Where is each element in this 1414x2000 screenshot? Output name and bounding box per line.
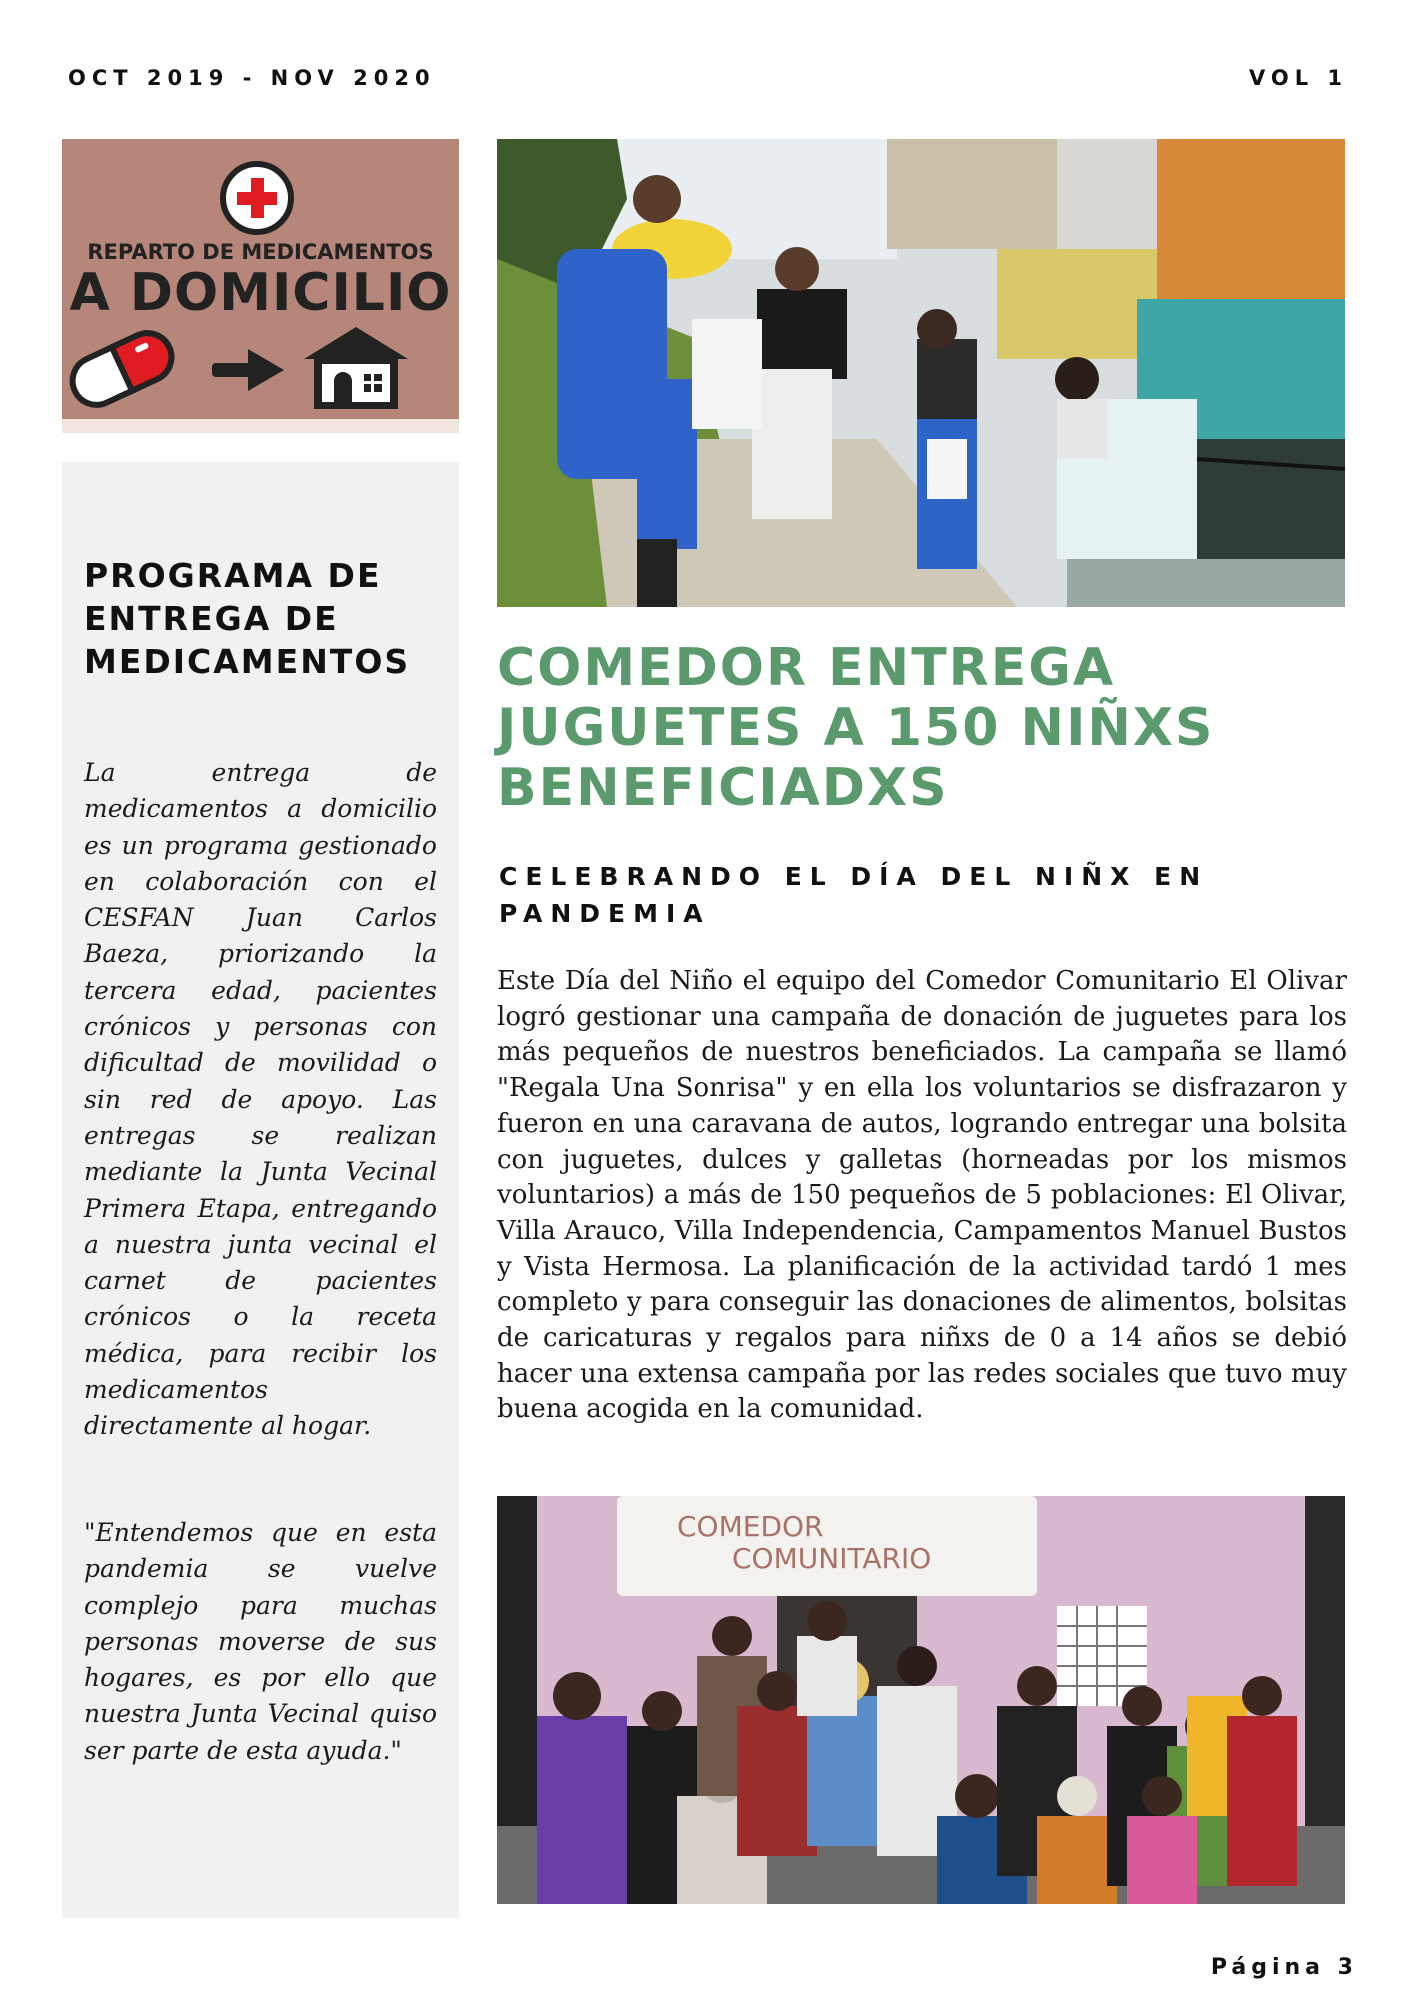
- sidebar-title: PROGRAMA DE ENTREGA DE MEDICAMENTOS: [84, 556, 411, 681]
- photo-toy-delivery: [497, 139, 1345, 607]
- date-range: OCT 2019 - NOV 2020: [68, 66, 436, 90]
- page-number: Página 3: [1210, 1955, 1358, 1980]
- arrow-right-icon: [212, 349, 284, 391]
- banner-line-1: REPARTO DE MEDICAMENTOS: [87, 240, 434, 264]
- article-subtitle: CELEBRANDO EL DÍA DEL NIÑX EN PANDEMIA: [499, 862, 1209, 928]
- banner-icons: [62, 319, 459, 419]
- medical-cross-icon: [220, 161, 294, 235]
- pill-icon: [65, 325, 180, 412]
- volume-label: VOL 1: [1248, 66, 1348, 90]
- sidebar-paragraph: La entrega de medicamentos a domicilio es un programa gestionado en colaboración con el CESFAN Juan Carlos Baeza, priorizando la tercera edad, pacientes crónicos y personas con dificultad de movilidad o sin red de apoyo. Las entregas se realizan mediante la Junta Vecinal Primera Etapa, entregando a nuestra junta vecinal el carnet de pacientes crónicos o la receta médica, para recibir los medicamentos directamente al hogar.: [84, 758, 437, 1441]
- sign-line-1: COMEDOR: [677, 1510, 824, 1543]
- article-title: COMEDOR ENTREGA JUGUETES A 150 NIÑXS BENEFICIADXS: [497, 638, 1215, 818]
- sign-line-2: COMUNITARIO: [732, 1542, 932, 1575]
- banner-line-2: A DOMICILIO: [69, 263, 452, 323]
- article-body: Este Día del Niño el equipo del Comedor Comunitario El Olivar logró gestionar una campaña de donación de juguetes para los más pequeños de nuestros beneficiados. La campaña se llamó "Regala Una Sonrisa" y en ella los voluntarios se disfrazaron y fueron en una caravana de autos, logrando entregar una bolsita con juguetes, dulces y galletas (horneadas por los mismos voluntarios) a más de 150 pequeños de 5 poblaciones: El Olivar, Villa Arauco, Villa Independencia, Campamentos Manuel Bustos y Vista Hermosa. La planificación de la actividad tardó 1 mes completo y para conseguir las donaciones de alimentos, bolsitas de caricaturas y regalos para niñxs de 0 a 14 años se debió hacer una extensa campaña por las redes sociales que tuvo muy buena acogida en la comunidad.: [497, 966, 1347, 1425]
- photo-group-comedor: [497, 1496, 1345, 1904]
- sidebar-panel: [62, 462, 459, 1918]
- house-icon: [304, 327, 408, 409]
- medicine-delivery-banner: [62, 139, 459, 433]
- sidebar-quote: "Entendemos que en esta pandemia se vuelve complejo para muchas personas moverse de sus hogares, es por ello que nuestra Junta Vecinal quiso ser parte de esta ayuda.": [84, 1518, 437, 1765]
